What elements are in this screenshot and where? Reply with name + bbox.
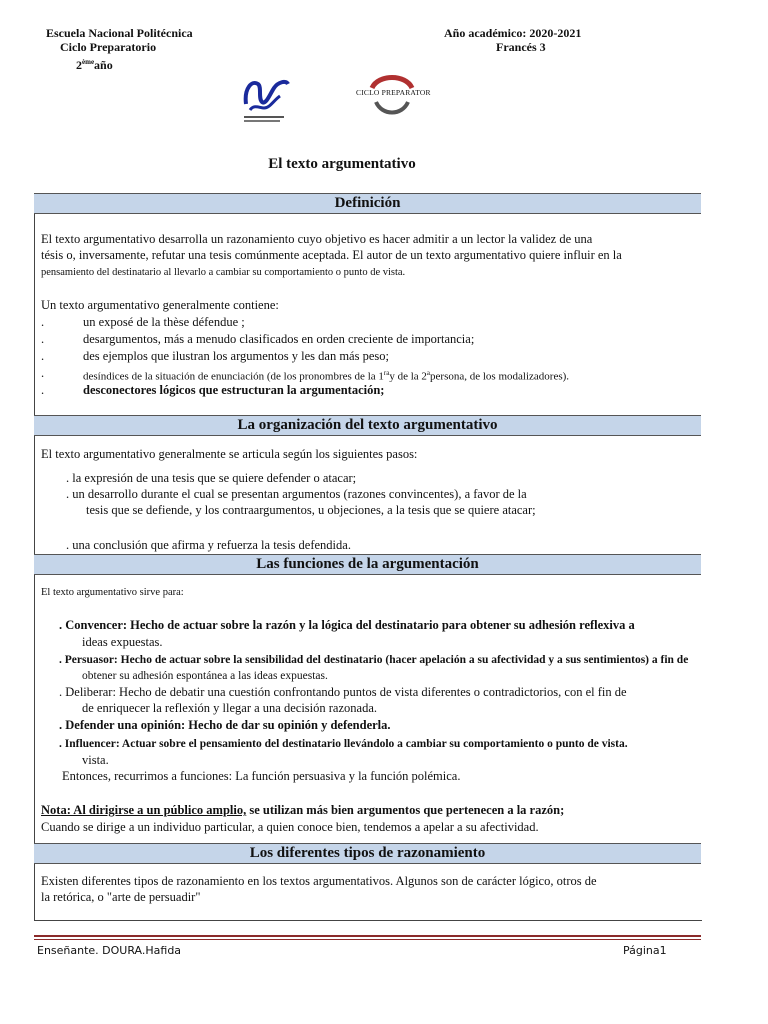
contents-item: un exposé de la thèse défendue ; (83, 315, 245, 329)
function-deliberar-cont: de enriquecer la reflexión y llegar a una decisión razonada. (82, 701, 377, 715)
footer-page-number: Página1 (623, 944, 667, 957)
subject-name: Francés 3 (496, 40, 546, 54)
bullet-dot: . (41, 366, 45, 380)
function-influencer-cont: vista. (82, 753, 109, 767)
footer-rule-thin (34, 939, 701, 940)
contents-intro: Un texto argumentativo generalmente contiene: (41, 298, 279, 312)
bullet-dot: . (41, 332, 45, 346)
function-convencer: . Convencer: Hecho de actuar sobre la razón y la lógica del destinatario para obtener su adhesión reflexiva a (59, 618, 635, 632)
bullet-dot: . (41, 349, 45, 363)
bullet-dot: . (41, 315, 45, 329)
section-heading-funciones: Las funciones de la argumentación (34, 554, 701, 575)
academic-year: Año académico: 2020-2021 (444, 26, 582, 40)
types-line: Existen diferentes tipos de razonamiento en los textos argumentativos. Algunos son de carácter lógico, otros de (41, 874, 597, 888)
definition-line: pensamiento del destinatario al llevarlo a cambiar su comportamiento o punto de vista. (41, 267, 406, 278)
function-defender: . Defender una opinión: Hecho de dar su opinión y defenderla. (59, 718, 391, 732)
note-line-2: Cuando se dirige a un individuo particular, a quien conoce bien, tendemos a apelar a su afectividad. (41, 820, 539, 834)
note: Nota: Al dirigirse a un público amplio, se utilizan más bien argumentos que pertenecen a la razón; (41, 803, 565, 817)
school-name: Escuela Nacional Politécnica (46, 26, 193, 40)
definition-line: tésis o, inversamente, refutar una tesis comúnmente aceptada. El autor de un texto argumentativo quiere influir en la (41, 248, 622, 262)
contents-item: desconectores lógicos que estructuran la argumentación; (83, 383, 385, 397)
organization-step: . un desarrollo durante el cual se presentan argumentos (razones convincentes), a favor de la (66, 487, 527, 501)
organization-intro: El texto argumentativo generalmente se articula según los siguientes pasos: (41, 447, 418, 461)
footer-rule (34, 935, 701, 937)
contents-item: desíndices de la situación de enunciación (de los pronombres de la $1^{ra}y$ de la 2$^a$persona, de los modalizadores). (83, 369, 570, 383)
bullet-dot: . (41, 383, 45, 397)
organization-step: tesis que se defiende, y los contraargumentos, u objeciones, a la tesis que se quiere atacar; (86, 503, 536, 517)
section-heading-tipos: Los diferentes tipos de razonamiento (34, 843, 701, 864)
page-title: El texto argumentativo (268, 156, 416, 172)
cycle-name: Ciclo Preparatorio (60, 40, 157, 54)
types-line: la retórica, o "arte de persuadir" (41, 890, 201, 904)
contents-item: des ejemplos que ilustran los argumentos y les dan más peso; (83, 349, 389, 363)
function-persuasor: . Persuasor: Hecho de actuar sobre la sensibilidad del destinatario (hacer apelación a su afectividad y a sus sentimientos) a fin de (59, 654, 689, 666)
definition-line: El texto argumentativo desarrolla un razonamiento cuyo objetivo es hacer admitir a un lector la validez de una (41, 232, 593, 246)
function-influencer: . Influencer: Actuar sobre el pensamiento del destinatario llevándolo a cambiar su comportamiento o punto de vista. (59, 738, 628, 750)
section-heading-definicion: Definición (34, 193, 701, 214)
functions-intro: El texto argumentativo sirve para: (41, 587, 184, 598)
function-deliberar: . Deliberar: Hecho de debatir una cuestión confrontando puntos de vista diferentes o contradictorios, con el fin de (59, 685, 627, 699)
function-persuasor-cont: obtener su adhesión espontánea a las ideas expuestas. (82, 670, 328, 682)
section-heading-organizacion: La organización del texto argumentativo (34, 415, 701, 436)
contents-item: desargumentos, más a menudo clasificados en orden creciente de importancia; (83, 332, 475, 346)
organization-step: . una conclusión que afirma y refuerza la tesis defendida. (66, 538, 351, 552)
year-level: 2èmeaño (76, 58, 113, 72)
school-logo (240, 74, 292, 126)
cycle-logo-text: CICLO PREPARATOR (356, 88, 431, 97)
organization-step: . la expresión de una tesis que se quiere defender o atacar; (66, 471, 357, 485)
function-convencer-cont: ideas expuestas. (82, 635, 163, 649)
cycle-logo (354, 72, 431, 122)
footer-author: Enseñante. DOURA.Hafida (37, 944, 182, 957)
functions-summary: Entonces, recurrimos a funciones: La función persuasiva y la función polémica. (62, 769, 461, 783)
